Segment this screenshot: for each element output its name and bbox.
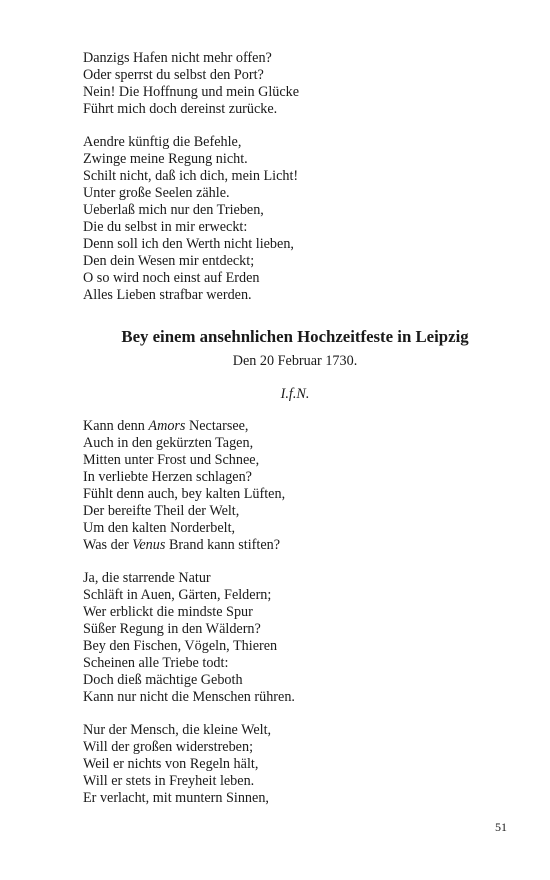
poem-title: Bey einem ansehnlichen Hochzeitfeste in Leipzig — [121, 327, 469, 346]
verse-line: Nur der Mensch, die kleine Welt, — [83, 722, 272, 738]
name-amors: Amors — [148, 418, 186, 434]
verse-line: Nein! Die Hoffnung und mein Glücke — [83, 84, 300, 100]
verse-line: Mitten unter Frost und Schnee, — [83, 452, 260, 468]
stanza-1 — [83, 50, 299, 118]
verse-line: Schläft in Auen, Gärten, Feldern; — [83, 587, 272, 603]
verse-line: Kann denn Amors Nectarsee, — [83, 418, 249, 434]
verse-line: Ueberlaß mich nur den Trieben, — [83, 202, 264, 218]
verse-line: Den dein Wesen mir entdeckt; — [83, 253, 255, 269]
page-number: 51 — [495, 820, 507, 834]
verse-line: Der bereifte Theil der Welt, — [83, 503, 240, 519]
verse-line: Denn soll ich den Werth nicht lieben, — [83, 236, 294, 252]
verse-line: Danzigs Hafen nicht mehr offen? — [83, 50, 272, 66]
verse-line: Doch dieß mächtige Geboth — [83, 672, 243, 688]
verse-line: Will der großen widerstreben; — [83, 739, 254, 755]
verse-line: In verliebte Herzen schlagen? — [83, 469, 252, 485]
stanza-2 — [83, 134, 298, 304]
verse-line: Aendre künftig die Befehle, — [83, 134, 242, 150]
verse-line: Wer erblickt die mindste Spur — [83, 604, 253, 620]
poem-date: Den 20 Februar 1730. — [232, 353, 358, 369]
verse-line: Ja, die starrende Natur — [83, 570, 211, 586]
verse-line: Um den kalten Norderbelt, — [83, 520, 236, 536]
verse-line: Unter große Seelen zähle. — [83, 185, 230, 201]
verse-line: Süßer Regung in den Wäldern? — [83, 621, 261, 637]
verse-line: Fühlt denn auch, bey kalten Lüften, — [83, 486, 286, 502]
verse-line: Was der Venus Brand kann stiften? — [83, 537, 281, 553]
poem-signature: I.f.N. — [280, 386, 310, 402]
verse-line: Bey den Fischen, Vögeln, Thieren — [83, 638, 278, 654]
verse-line: Scheinen alle Triebe todt: — [83, 655, 229, 671]
stanza-3 — [83, 418, 285, 554]
verse-line: Die du selbst in mir erweckt: — [83, 219, 248, 235]
verse-line: Kann nur nicht die Menschen rühren. — [83, 689, 295, 705]
stanza-4 — [83, 570, 295, 706]
name-venus: Venus — [132, 537, 166, 553]
verse-line: Will er stets in Freyheit leben. — [83, 773, 255, 789]
verse-line: Er verlacht, mit muntern Sinnen, — [83, 790, 269, 806]
verse-line: Auch in den gekürzten Tagen, — [83, 435, 254, 451]
verse-line: Schilt nicht, daß ich dich, mein Licht! — [83, 168, 299, 184]
verse-line: Weil er nichts von Regeln hält, — [83, 756, 259, 772]
verse-line: Oder sperrst du selbst den Port? — [83, 67, 264, 83]
verse-line: O so wird noch einst auf Erden — [83, 270, 260, 286]
verse-line: Führt mich doch dereinst zurücke. — [83, 101, 278, 117]
verse-line: Zwinge meine Regung nicht. — [83, 151, 248, 167]
stanza-5 — [83, 722, 271, 807]
verse-line: Alles Lieben strafbar werden. — [83, 287, 252, 303]
